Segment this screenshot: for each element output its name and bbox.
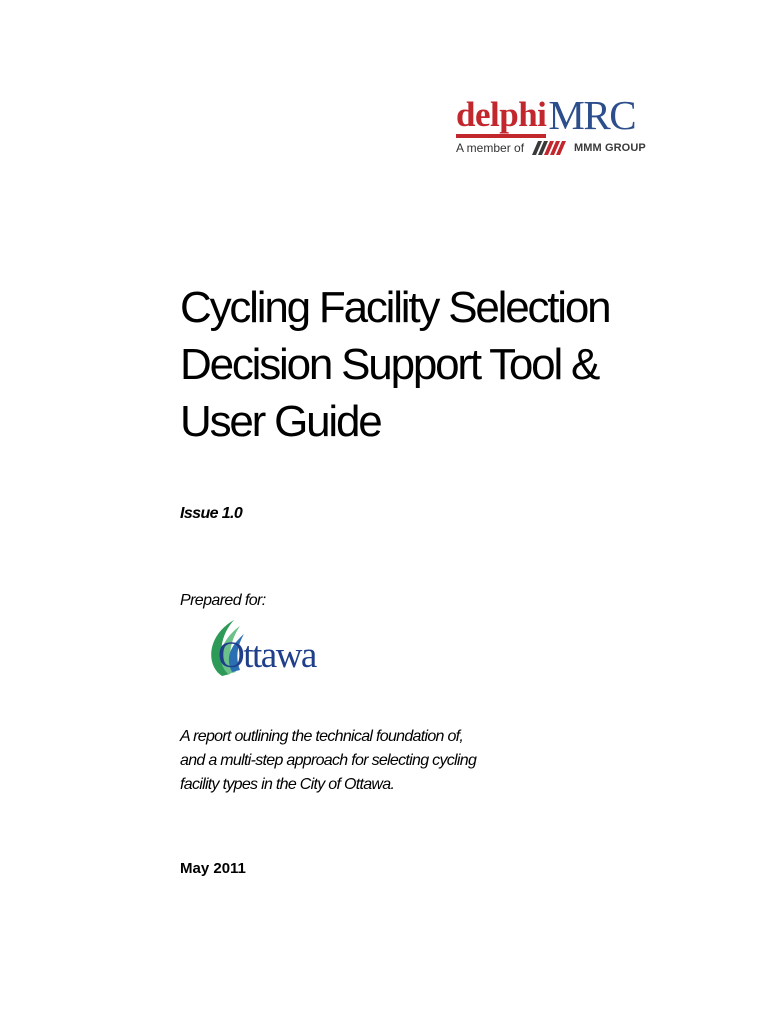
- title-line: Cycling Facility Selection: [180, 283, 610, 332]
- member-of-text: A member of: [456, 141, 525, 155]
- ottawa-logo: [200, 614, 350, 684]
- member-of-line: [456, 140, 646, 156]
- mmm-group-mark-icon: [532, 141, 570, 155]
- prepared-for-label: Prepared for:: [180, 592, 266, 609]
- delphi-wordmark-red: delphi: [456, 97, 546, 138]
- delphi-mrc-logo: [456, 92, 656, 162]
- mmm-group-text: MMM GROUP: [574, 142, 646, 154]
- description-line: A report outlining the technical foundation of,: [180, 728, 464, 745]
- title-line: Decision Support Tool &: [180, 340, 599, 389]
- mrc-wordmark-blue: MRC: [548, 92, 636, 138]
- publication-date: May 2011: [180, 860, 246, 877]
- description-line: facility types in the City of Ottawa.: [180, 776, 395, 793]
- ottawa-wordmark: Ottawa: [218, 635, 316, 676]
- description-line: and a multi-step approach for selecting cycling: [180, 752, 477, 769]
- report-description: [180, 725, 580, 797]
- document-title: [180, 279, 700, 450]
- title-line: User Guide: [180, 397, 381, 446]
- issue-number: Issue 1.0: [180, 505, 243, 522]
- delphi-mrc-wordmark: [456, 92, 635, 138]
